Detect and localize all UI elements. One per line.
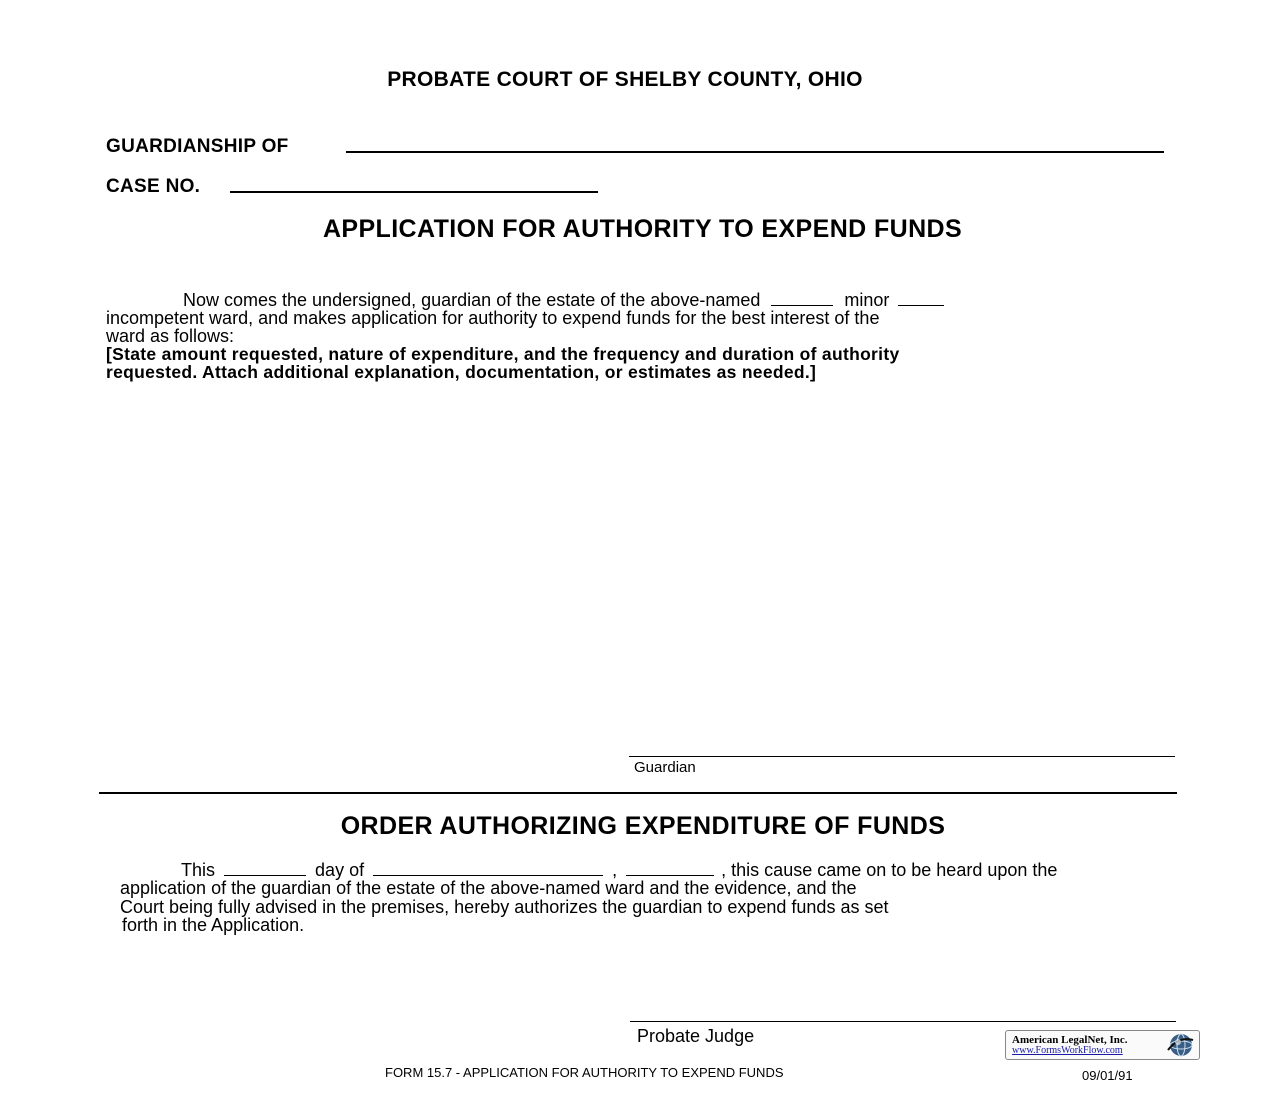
order-line-4: forth in the Application. (122, 915, 305, 935)
case-no-label: CASE NO. (106, 176, 201, 197)
american-legalnet-logo[interactable] (1005, 1030, 1200, 1060)
order-year-field[interactable] (626, 861, 714, 876)
application-instruction-2: requested. Attach additional explanation, documentation, or estimates as needed.] (106, 362, 817, 382)
above-named-check-field[interactable] (771, 291, 833, 306)
comma-label: , (612, 860, 618, 880)
order-day-field[interactable] (224, 861, 306, 876)
logo-url[interactable]: www.FormsWorkFlow.com (1012, 1045, 1123, 1056)
application-title: APPLICATION FOR AUTHORITY TO EXPEND FUNDS (322, 215, 963, 243)
guardian-signature-label: Guardian (634, 759, 696, 776)
order-line-2: application of the guardian of the estate of the above-named ward and the evidence, and the (120, 878, 857, 898)
form-title-footer: FORM 15.7 - APPLICATION FOR AUTHORITY TO EXPEND FUNDS (385, 1065, 784, 1080)
guardian-signature-line[interactable] (629, 756, 1175, 757)
guardianship-label: GUARDIANSHIP OF (106, 136, 289, 157)
minor-check-field[interactable] (898, 291, 944, 306)
application-details-area[interactable] (106, 390, 1166, 740)
form-date: 09/01/91 (1082, 1068, 1133, 1083)
this-label: This (181, 860, 216, 880)
order-line-3: Court being fully advised in the premises, hereby authorizes the guardian to expend funds as set (120, 897, 889, 917)
order-title: ORDER AUTHORIZING EXPENDITURE OF FUNDS (340, 812, 946, 840)
minor-label: minor (844, 290, 890, 310)
application-line-1-text: Now comes the undersigned, guardian of the estate of the above-named (183, 290, 761, 310)
order-month-field[interactable] (373, 861, 603, 876)
guardianship-name-field[interactable] (346, 151, 1164, 153)
judge-signature-label: Probate Judge (637, 1026, 755, 1046)
logo-company-name: American LegalNet, Inc. (1012, 1034, 1128, 1046)
application-line-1 (183, 291, 944, 309)
order-line-1-end: , this cause came on to be heard upon the (721, 860, 1058, 880)
court-title: PROBATE COURT OF SHELBY COUNTY, OHIO (387, 68, 863, 91)
case-no-field[interactable] (230, 191, 598, 193)
globe-icon (1165, 1032, 1195, 1058)
application-instruction-1: [State amount requested, nature of expenditure, and the frequency and duration of authority (106, 344, 900, 364)
order-line-1 (181, 861, 1057, 879)
application-line-3: ward as follows: (106, 326, 235, 346)
section-divider (99, 792, 1177, 794)
application-line-2: incompetent ward, and makes application for authority to expend funds for the best interest of the (106, 308, 880, 328)
judge-signature-line[interactable] (630, 1021, 1176, 1022)
day-of-label: day of (315, 860, 365, 880)
